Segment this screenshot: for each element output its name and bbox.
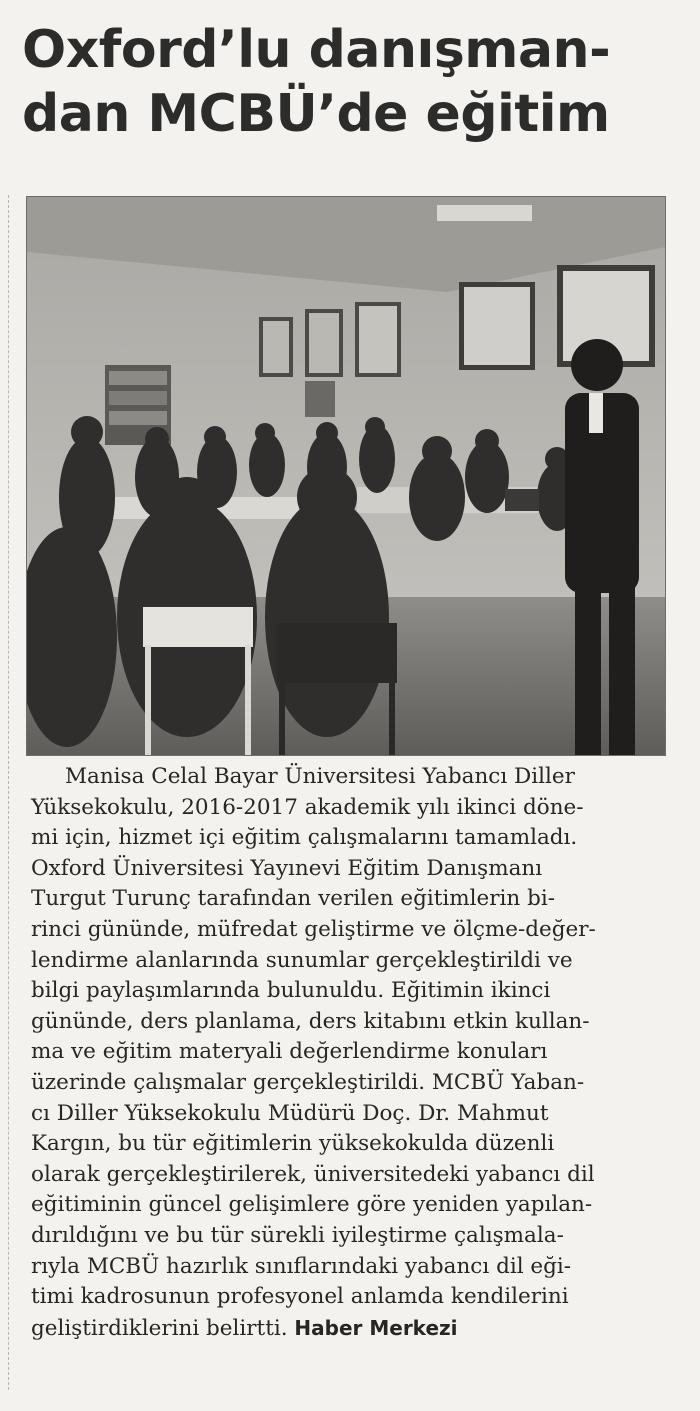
article-line: Manisa Celal Bayar Üniversitesi Yabancı Diller — [65, 764, 575, 789]
article-line: mi için, hizmet içi eğitim çalışmalarını tamamladı. — [31, 825, 578, 851]
article-line: timi kadrosunun profesyonel anlamda kendilerini — [31, 1284, 569, 1310]
article-line: Kargın, bu tür eğitimlerin yüksekokulda düzenli — [31, 1131, 555, 1157]
article-line: bilgi paylaşımlarında bulunuldu. Eğitimin ikinci — [31, 978, 551, 1004]
article-line: gününde, ders planlama, ders kitabını etkin kullan- — [31, 1008, 590, 1034]
article-last-line — [31, 1313, 671, 1345]
article-line: cı Diller Yüksekokulu Müdürü Doç. Dr. Mahmut — [31, 1100, 549, 1126]
article-line: lendirme alanlarında sunumlar gerçekleştirildi ve — [31, 947, 573, 973]
article-line: geliştirdiklerini belirtti. — [31, 1315, 288, 1341]
byline: Haber Merkezi — [294, 1315, 458, 1340]
article-line: olarak gerçekleştirilerek, üniversitedeki yabancı dil — [31, 1161, 595, 1187]
article-line: Turgut Turunç tarafından verilen eğitimlerin bi- — [31, 886, 555, 912]
headline-line-1: Oxford’lu danışman- — [22, 20, 611, 80]
headline — [22, 18, 682, 146]
article-line: Yüksekokulu, 2016-2017 akademik yılı ikinci döne- — [31, 794, 584, 820]
article-line: ma ve eğitim materyali değerlendirme konuları — [31, 1039, 548, 1065]
article-line: eğitiminin güncel gelişimlere göre yeniden yapılan- — [31, 1192, 593, 1218]
article-line: üzerinde çalışmalar gerçekleştirildi. MCBÜ Yaban- — [31, 1069, 585, 1095]
article-line: rıyla MCBÜ hazırlık sınıflarındaki yabancı dil eği- — [31, 1253, 572, 1279]
column-divider — [8, 195, 9, 1390]
classroom-photo — [26, 196, 666, 756]
article-line: dırıldığını ve bu tür sürekli iyileştirme çalışmala- — [31, 1222, 564, 1248]
article-body — [31, 762, 671, 1344]
headline-line-2: dan MCBÜ’de eğitim — [22, 84, 610, 144]
photo-illustration — [27, 197, 665, 755]
article-line: rinci gününde, müfredat geliştirme ve ölçme-değer- — [31, 916, 596, 942]
article-line: Oxford Üniversitesi Yayınevi Eğitim Danışmanı — [31, 855, 543, 881]
